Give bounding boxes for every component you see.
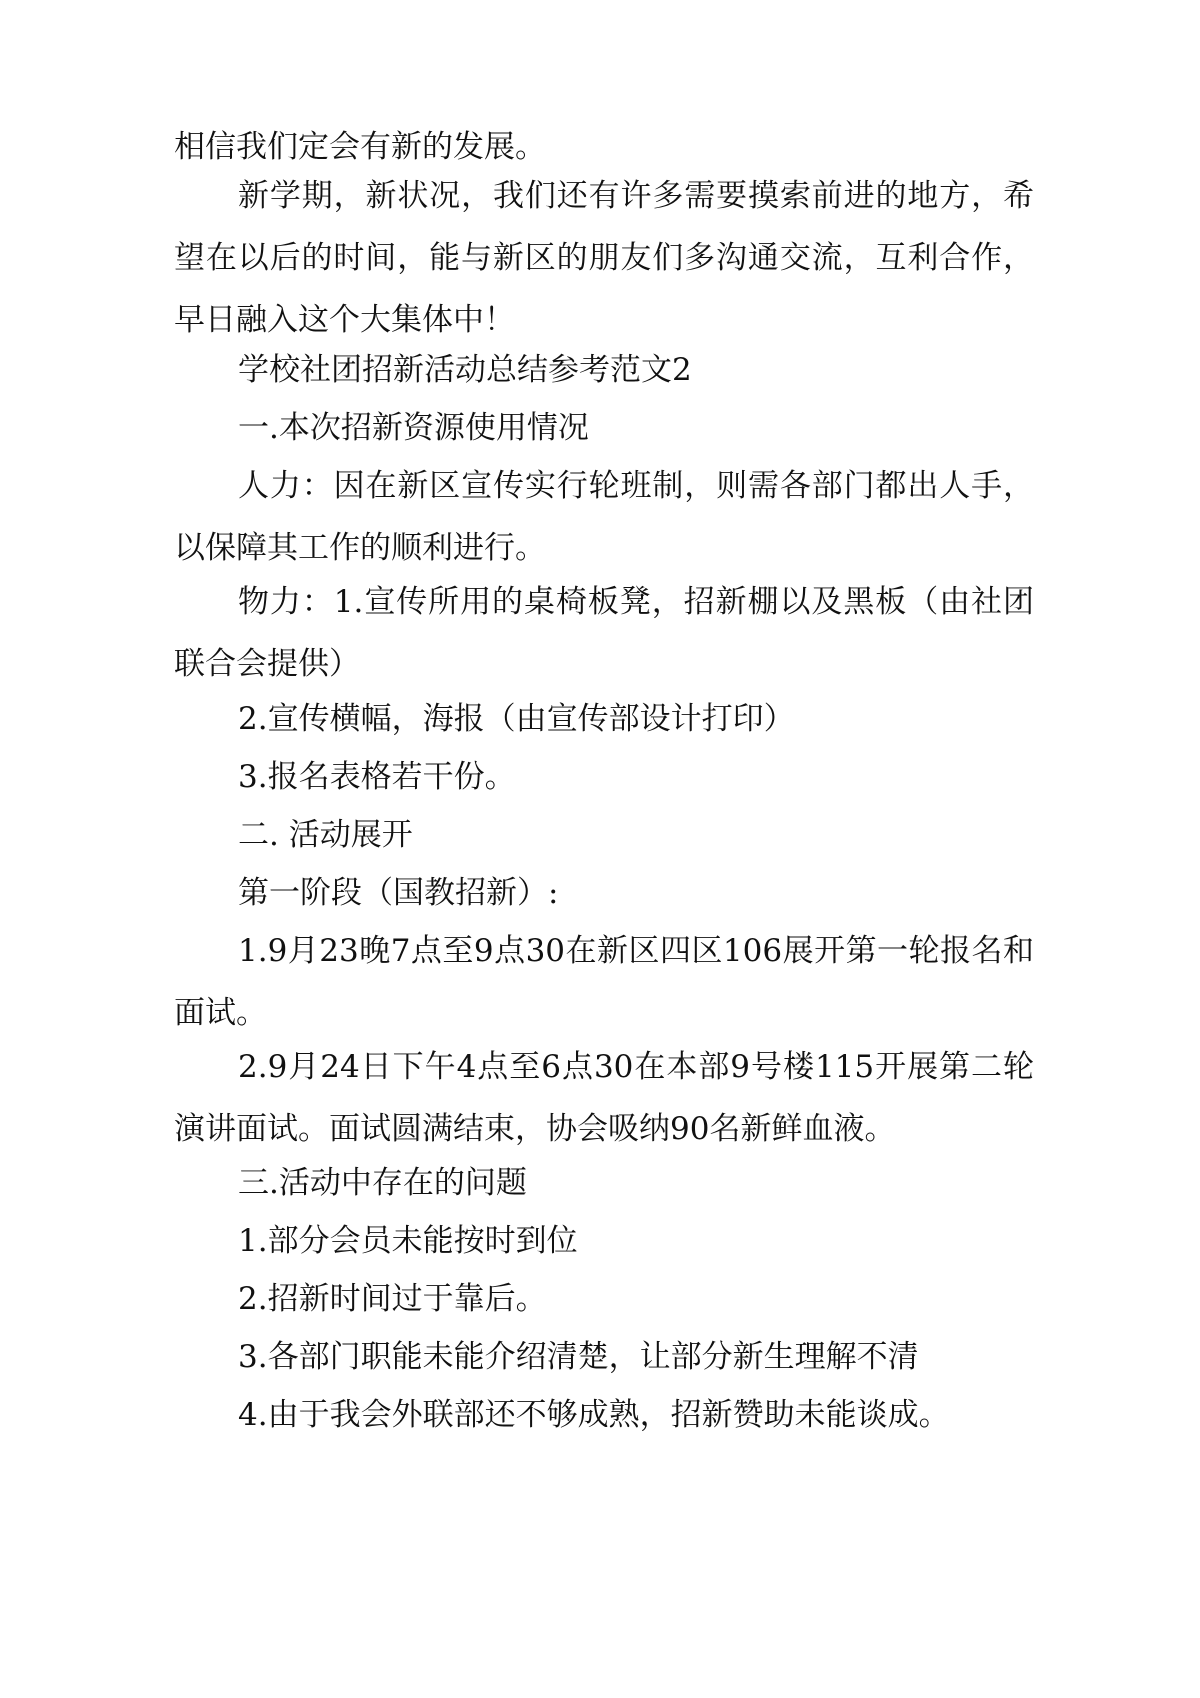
heading-activity: 二. 活动展开: [238, 817, 413, 853]
section-title: 学校社团招新活动总结参考范文2: [238, 352, 692, 388]
paragraph-continuation: 相信我们定会有新的发展。: [174, 129, 546, 165]
list-item-forms: 3.报名表格若干份。: [238, 759, 516, 795]
heading-phase-one: 第一阶段（国教招新）:: [238, 875, 559, 911]
paragraph-manpower: 人力：因在新区宣传实行轮班制，则需各部门都出人手，以保障其工作的顺利进行。: [174, 468, 1034, 566]
heading-resources: 一.本次招新资源使用情况: [238, 410, 589, 446]
heading-problems: 三.活动中存在的问题: [238, 1165, 527, 1201]
list-item-problem-2: 2.招新时间过于靠后。: [238, 1281, 547, 1317]
list-item-problem-4: 4.由于我会外联部还不够成熟，招新赞助未能谈成。: [238, 1397, 950, 1433]
list-item-round-one: 1.9月23晚7点至9点30在新区四区106展开第一轮报名和面试。: [174, 933, 1034, 1031]
list-item-banners: 2.宣传横幅，海报（由宣传部设计打印）: [238, 701, 795, 737]
list-item-problem-3: 3.各部门职能未能介绍清楚，让部分新生理解不清: [238, 1339, 919, 1375]
list-item-round-two: 2.9月24日下午4点至6点30在本部9号楼115开展第二轮演讲面试。面试圆满结束，协会吸纳90名新鲜血液。: [174, 1049, 1034, 1147]
paragraph-materials: 物力：1.宣传所用的桌椅板凳，招新棚以及黑板（由社团联合会提供）: [174, 584, 1034, 682]
paragraph-new-semester: 新学期，新状况，我们还有许多需要摸索前进的地方，希望在以后的时间，能与新区的朋友们多沟通交流，互利合作，早日融入这个大集体中！: [174, 178, 1034, 338]
list-item-problem-1: 1.部分会员未能按时到位: [238, 1223, 578, 1259]
